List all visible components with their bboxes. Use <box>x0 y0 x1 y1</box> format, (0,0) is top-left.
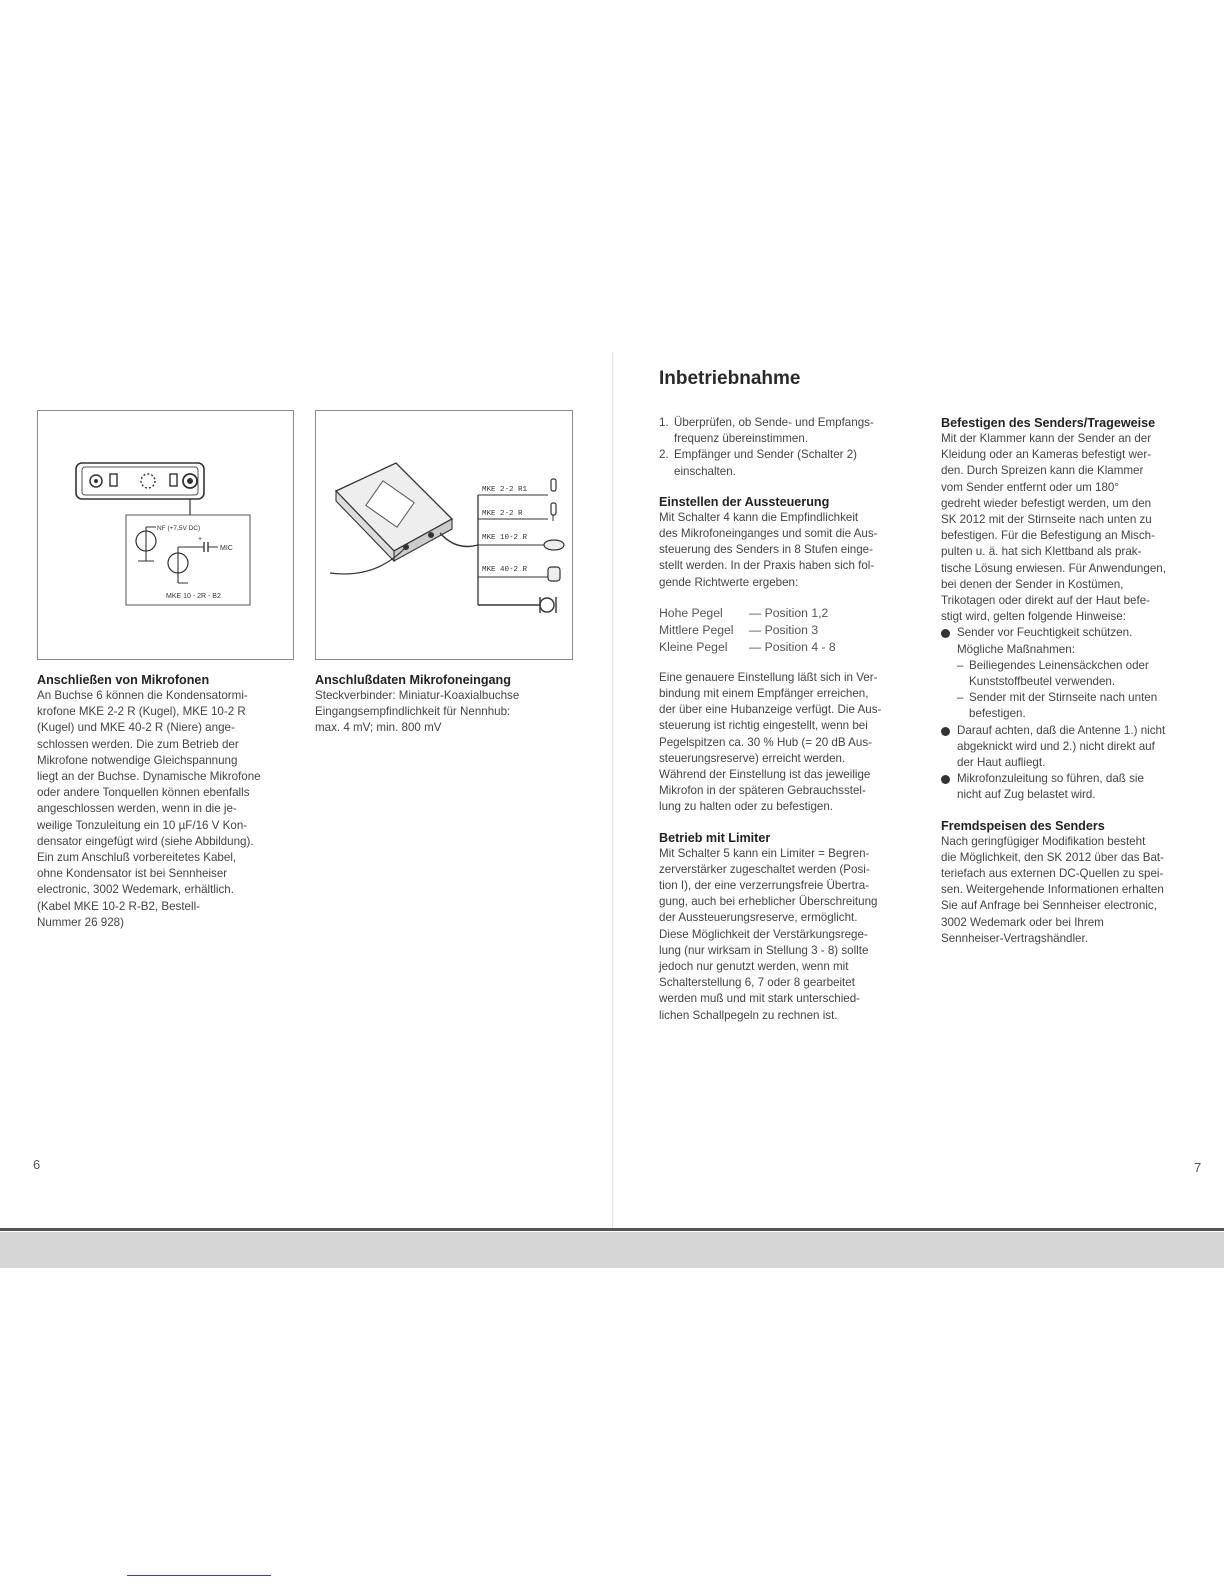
hint-line: Mikrofonzuleitung so führen, daß sie <box>957 772 1144 786</box>
scan-edge-band <box>0 1232 1224 1268</box>
label-mke402r: MKE 40-2 R <box>482 566 528 574</box>
text-line: (Kabel MKE 10-2 R-B2, Bestell- <box>37 899 201 913</box>
capacitor-plus-label: + <box>198 536 203 543</box>
hint-line: Darauf achten, daß die Antenne 1.) nicht <box>957 723 1166 737</box>
text-line: den. Durch Spreizen kann die Klammer <box>941 464 1144 478</box>
dash-marker: – <box>957 658 964 672</box>
dash-marker: – <box>957 691 964 705</box>
heading-limiter: Betrieb mit Limiter <box>659 830 771 845</box>
text-line: werden muß und mit stark unterschied- <box>659 992 861 1006</box>
text-line: Diese Möglichkeit der Verstärkungsrege- <box>659 927 868 941</box>
hint-item <box>941 625 1201 722</box>
label-mke22r1: MKE 2-2 R1 <box>482 486 528 494</box>
text-line: Pegelspitzen ca. 30 % Hub (= 20 dB Aus- <box>659 735 873 749</box>
cable-label: MKE 10 - 2R - B2 <box>166 593 221 600</box>
step-line: einschalten. <box>674 464 736 478</box>
text-line: lung zu halten oder zu befestigen. <box>659 800 834 814</box>
text-line: Nach geringfügiger Modifikation besteht <box>941 834 1146 848</box>
text-line: tion I), der eine verzerrungsfreie Übertra- <box>659 879 870 893</box>
branch-cable <box>440 533 478 547</box>
heading-anschliessen: Anschließen von Mikrofonen <box>37 673 210 687</box>
text-line: An Buchse 6 können die Kondensatormi- <box>37 689 248 702</box>
sub-line: Kunststoffbeutel verwenden. <box>969 675 1116 689</box>
right-col-1 <box>659 415 919 1024</box>
text-line: Während der Einstellung ist das jeweilige <box>659 768 871 782</box>
text-line: 3002 Wedemark oder bei Ihrem <box>941 915 1104 929</box>
bullet-icon <box>941 775 950 784</box>
bullet-icon <box>941 629 950 638</box>
hints-list <box>941 625 1201 803</box>
figure-microphone-connections <box>315 410 573 660</box>
text-line: Trikotagen oder direkt auf der Haut befe- <box>941 594 1151 608</box>
text-line: bei denen der Sender in Kostümen, <box>941 577 1124 591</box>
sub-item <box>957 658 1201 690</box>
mke22r-mic-icon <box>551 503 556 515</box>
page-number-left: 6 <box>33 1157 41 1172</box>
text-line: weilige Tonzuleitung ein 10 µF/16 V Kon- <box>37 818 248 832</box>
sub-item <box>957 690 1201 722</box>
step-number: 1. <box>659 416 669 429</box>
heading-befestigen: Befestigen des Senders/Trageweise <box>941 416 1156 430</box>
text-line: schlossen werden. Die zum Betrieb der <box>37 737 239 751</box>
step-number: 2. <box>659 448 669 462</box>
mke22r1-mic-icon <box>551 479 556 491</box>
text-line: Sie auf Anfrage bei Sennheiser electronic, <box>941 899 1157 913</box>
text-line: Kleidung oder an Kameras befestigt wer- <box>941 448 1152 462</box>
hint-line: abgeknickt wird und 2.) nicht direkt auf <box>957 739 1155 753</box>
sub-line: Sender mit der Stirnseite nach unten <box>969 691 1158 705</box>
hint-line: der Haut aufliegt. <box>957 756 1046 770</box>
text-line: krofone MKE 2-2 R (Kugel), MKE 10-2 R <box>37 705 246 719</box>
figure-connector-diagram <box>37 410 294 660</box>
text-line: steuerung des Senders in 8 Stufen einge- <box>659 543 873 557</box>
text-line: Eine genauere Einstellung läßt sich in Ver- <box>659 670 878 684</box>
text-line: electronic, 3002 Wedemark, erhältlich. <box>37 883 234 897</box>
text-line: ohne Kondensator ist bei Sennheiser <box>37 867 228 881</box>
text-line: Schalterstellung 6, 7 oder 8 gearbeitet <box>659 976 855 990</box>
page-title: Inbetriebnahme <box>659 368 801 389</box>
page-number-right: 7 <box>1194 1160 1202 1175</box>
pegel-value: — Position 4 - 8 <box>749 639 836 654</box>
footer-link-underline <box>127 1575 271 1576</box>
text-line: pulten u. ä. hat sich Klettband als prak- <box>941 545 1142 559</box>
dynamic-mic-capacitor-icon <box>540 598 554 612</box>
step-item <box>659 415 919 447</box>
mke402r-mic-icon <box>548 567 560 581</box>
text-line: stellt werden. In der Praxis haben sich fol- <box>659 559 875 573</box>
text-line: Ein zum Anschluß vorbereitetes Kabel, <box>37 851 237 865</box>
text-line: bindung mit einem Empfänger erreichen, <box>659 687 869 701</box>
text-line: vom Sender entfernt oder um 180° <box>941 480 1119 494</box>
text-line: Sennheiser-Vertragshändler. <box>941 931 1088 945</box>
step-line: Empfänger und Sender (Schalter 2) <box>674 448 858 462</box>
bullet-icon <box>941 727 950 736</box>
left-col-2 <box>315 672 575 737</box>
socket-dot-b <box>428 532 434 538</box>
hint-line: Mögliche Maßnahmen: <box>957 642 1075 656</box>
sub-list <box>957 658 1201 723</box>
pegel-label: Hohe Pegel <box>659 605 723 620</box>
text-line: angeschlossen werden, wenn in die je- <box>37 802 237 816</box>
text-line: densator eingefügt wird (siehe Abbildung). <box>37 834 254 848</box>
mic-socket-pin <box>187 478 193 484</box>
text-line: Steckverbinder: Miniatur-Koaxialbuchse <box>315 689 520 702</box>
text-line: sen. Weitergehende Informationen erhalten <box>941 883 1164 897</box>
mke102r-mic-icon <box>544 540 564 550</box>
led-dot <box>94 479 98 483</box>
text-line: zerverstärker zugeschaltet werden (Posi- <box>659 862 870 876</box>
label-mke22r: MKE 2-2 R <box>482 510 523 518</box>
pegel-value: — Position 3 <box>749 622 819 637</box>
steps-list <box>659 415 919 480</box>
text-line: gedreht wieder befestigt werden, um den <box>941 496 1152 510</box>
step-line: Überprüfen, ob Sende- und Empfangs- <box>674 416 874 429</box>
sub-line: Beiliegendes Leinensäckchen oder <box>969 658 1149 672</box>
text-line: jedoch nur genutzt werden, wenn mit <box>659 960 849 974</box>
pegel-label: Kleine Pegel <box>659 639 728 654</box>
text-line: teriefach aus externen DC-Quellen zu spei- <box>941 867 1164 881</box>
text-line: lung (nur wirksam in Stellung 3 - 8) sollte <box>659 943 869 957</box>
mic-label: MIC <box>220 545 233 552</box>
text-line: der über eine Hubanzeige verfügt. Die Aus- <box>659 703 882 717</box>
text-line: liegt an der Buchse. Dynamische Mikrofone <box>37 770 261 784</box>
heading-fremdspeisen: Fremdspeisen des Senders <box>941 818 1105 833</box>
heading-aussteuerung: Einstellen der Aussteuerung <box>659 494 830 509</box>
text-line: stigt wird, gelten folgende Hinweise: <box>941 610 1126 624</box>
step-line: frequenz übereinstimmen. <box>674 432 809 446</box>
text-line: lichen Schallpegeln zu rechnen ist. <box>659 1008 838 1022</box>
sub-line: befestigen. <box>969 707 1026 721</box>
anschliessen-text <box>37 688 297 931</box>
microphone-connections-svg <box>316 411 572 659</box>
right-col-2 <box>941 415 1201 947</box>
text-line: Mit Schalter 4 kann die Empfindlichkeit <box>659 510 859 524</box>
text-line: max. 4 mV; min. 800 mV <box>315 721 442 735</box>
text-line: Mit der Klammer kann der Sender an der <box>941 432 1152 445</box>
scan-edge-line <box>0 1228 1224 1231</box>
heading-anschlussdaten: Anschlußdaten Mikrofoneingang <box>315 673 511 687</box>
text-line: gung, auch bei erheblicher Überschreitung <box>659 895 878 909</box>
pegel-label: Mittlere Pegel <box>659 622 734 637</box>
text-line: Nummer 26 928) <box>37 915 124 929</box>
hint-item <box>941 723 1201 772</box>
hint-line: Sender vor Feuchtigkeit schützen. <box>957 626 1133 640</box>
text-line: befestigen. Für die Befestigung an Misch- <box>941 529 1155 543</box>
pegel-table <box>659 605 919 656</box>
text-line: steuerungsreserve) erreicht werden. <box>659 751 846 765</box>
text-line: Mikrofon in der späteren Gebrauchsstel- <box>659 784 866 798</box>
hint-line: nicht auf Zug belastet wird. <box>957 788 1096 802</box>
left-col-1 <box>37 672 297 931</box>
hint-item <box>941 771 1201 803</box>
text-line: SK 2012 mit der Stirnseite nach unten zu <box>941 513 1152 527</box>
nf-label: NF (+7,5V DC) <box>157 525 201 532</box>
text-line: steuerung ist richtig eingestellt, wenn bei <box>659 719 868 733</box>
label-mke102r: MKE 10-2 R <box>482 534 528 542</box>
pegel-value: — Position 1,2 <box>749 605 829 620</box>
text-line: der Aussteuerungsreserve, ermöglicht. <box>659 911 858 925</box>
text-line: gende Richtwerte ergeben: <box>659 575 799 589</box>
text-line: (Kugel) und MKE 40-2 R (Niere) ange- <box>37 721 235 735</box>
text-line: die Möglichkeit, den SK 2012 über das Bat- <box>941 850 1164 864</box>
step-item <box>659 447 919 479</box>
text-line: oder andere Tonquellen können ebenfalls <box>37 786 250 800</box>
text-line: Eingangsempfindlichkeit für Nennhub: <box>315 705 511 719</box>
text-line: des Mikrofoneinganges und somit die Aus- <box>659 527 878 541</box>
text-line: tische Lösung erwiesen. Für Anwendungen, <box>941 561 1166 575</box>
page-fold <box>612 352 613 1230</box>
text-line: Mikrofone notwendige Gleichspannung <box>37 753 238 767</box>
text-line: Mit Schalter 5 kann ein Limiter = Begren- <box>659 846 870 860</box>
connector-diagram-svg <box>38 411 293 659</box>
